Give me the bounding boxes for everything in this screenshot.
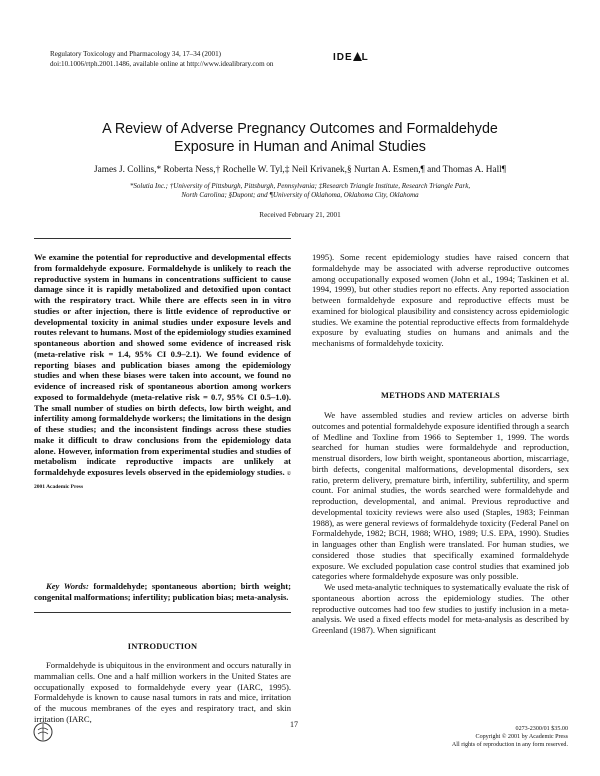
received-date: Received February 21, 2001 bbox=[259, 211, 341, 219]
affiliations-line-2: North Carolina; §Dupont; and ¶University of Oklahoma, Oklahoma City, Oklahoma bbox=[181, 191, 419, 200]
ideal-logo bbox=[333, 52, 369, 66]
abstract-rule-top bbox=[34, 238, 291, 239]
affiliations bbox=[70, 182, 530, 201]
ideal-logo-icon bbox=[353, 52, 362, 61]
logo-mark: L bbox=[361, 52, 369, 63]
abstract bbox=[34, 252, 291, 493]
keywords-text: formaldehyde; spontaneous abortion; birth weight; congenital malformations; infertility; publication bias; meta-analysis. bbox=[34, 581, 291, 602]
page-number: 17 bbox=[290, 720, 298, 729]
methods-paragraph-1: We have assembled studies and review articles on adverse birth outcomes and potential formaldehyde exposure identified through a search of Medline and Toxline from 1966 to September 1, 1999. The words searched for human studies were formaldehyde and reproduction, menstrual disorders, low birth weight, spontaneous abortion, miscarriage, birth defects, congenital malformations, developmental disorders, sex ratio, preterm delivery, premature birth, infertility, subfertility, and sperm count. For animal studies, the words searched were formaldehyde and reproduction, developmental, and animal. Previous reproductive and developmental toxicity reviews were also used (Staples, 1983; Feinman 1988), as were general reviews of formaldehyde toxicity (Federal Panel on Formaldehyde, 1982; BCH, 1988; WHO, 1989; U.S. EPA, 1990). Studies in languages other than English were translated. For human studies, we considered those studies that specifically examined formaldehyde exposure. We excluded population case control studies that examined job categories where formaldehyde exposure was only possible. bbox=[312, 410, 570, 582]
methods-heading: METHODS AND MATERIALS bbox=[381, 391, 500, 400]
abstract-copyright: © 2001 Academic Press bbox=[34, 471, 291, 490]
footer-issn: 0273-2300/01 $35.00 bbox=[515, 726, 568, 732]
footer-copyright: Copyright © 2001 by Academic Press bbox=[475, 734, 568, 740]
journal-citation: Regulatory Toxicology and Pharmacology 34, 17–34 (2001) bbox=[50, 50, 221, 58]
introduction-heading: INTRODUCTION bbox=[127, 642, 198, 651]
keywords bbox=[34, 581, 291, 603]
keywords-label: Key Words: bbox=[46, 581, 89, 591]
methods-paragraph-2: We used meta-analytic techniques to systematically evaluate the risk of spontaneous abortion across the epidemiology studies. The other reproductive outcomes had too few studies to justify inclusion in a meta-analysis. We used a fixed effects model for meta-analysis as described by Greenland (1987). When significant bbox=[312, 582, 569, 635]
article-title bbox=[40, 120, 560, 156]
footer-publisher-info bbox=[452, 725, 568, 749]
authors: James J. Collins,* Roberta Ness,† Rochelle W. Tyl,‡ Neil Krivanek,§ Nurtan A. Esmen,¶ and Thomas A. Hall¶ bbox=[93, 165, 507, 175]
methods-section bbox=[312, 410, 569, 636]
introduction-paragraph: Formaldehyde is ubiquitous in the environment and occurs naturally in mammalian cells. One and a half million workers in the United States are occupationally exposed to formaldehyde every year (IARC, 1995). Formaldehyde is known to cause nasal tumors in rats and mice, irritation of the mucous membranes of the eyes and respiratory tract, and skin irritation (IARC, bbox=[34, 660, 291, 724]
abstract-rule-bottom bbox=[34, 612, 291, 613]
title-line-2: Exposure in Human and Animal Studies bbox=[174, 139, 426, 155]
footer-rights: All rights of reproduction in any form reserved. bbox=[451, 742, 568, 748]
affiliations-line-1: *Solutia Inc.; †University of Pittsburgh, Pittsburgh, Pennsylvania; ‡Research Triangle Institute, Research Triangle Park, bbox=[129, 182, 471, 190]
title-line-1: A Review of Adverse Pregnancy Outcomes and Formaldehyde bbox=[102, 121, 498, 137]
logo-text: IDE bbox=[333, 52, 353, 63]
journal-header bbox=[50, 50, 273, 69]
right-column-intro-continued: 1995). Some recent epidemiology studies have raised concern that formaldehyde may be associated with adverse reproductive outcomes among occupationally exposed women (John et al., 1994; Taskinen et al. 1994, 1999), but other studies report no effects. Any reported association between formaldehyde exposure and reproductive effects must be examined for biological plausibility and consistency across epidemiologic studies. We examine the potential reproductive effects from formaldehyde exposure by evaluating studies on humans and animals and the mechanisms of formaldehyde toxicity. bbox=[312, 252, 569, 348]
publisher-logo-icon bbox=[32, 720, 54, 746]
abstract-text: We examine the potential for reproductive and developmental effects from formaldehyde exposure. Formaldehyde is unlikely to reach the reproductive system in humans in concentrations sufficient to cause damage since it is rapidly metabolized and detoxified upon contact with the respiratory tract. While there are effects seen in in vitro studies or after injection, there is little evidence of reproductive or developmental toxicity in animal studies under exposure levels and routes relevant to humans. Most of the epidemiology studies examined spontaneous abortion and showed some evidence of increased risk (meta-relative risk = 1.4, 95% CI 0.9–2.1). We found evidence of reporting biases and publication biases among the epidemiology studies and when these biases were taken into account, we found no evidence of increased risk of spontaneous abortion among workers exposed to formaldehyde (meta-relative risk = 0.7, 95% CI 0.5–1.0). The small number of studies on birth defects, low birth weight, and infertility among formaldehyde workers; the limitations in the design of these studies; and the inconsistent findings across these studies make it difficult to draw conclusions from the epidemiology data alone. However, information from experimental studies and studies of metabolism indicate reproductive impacts are unlikely at formaldehyde exposures levels observed in the epidemiology studies. bbox=[34, 252, 292, 477]
doi-line: doi:10.1006/rtph.2001.1486, available online at http://www.idealibrary.com on bbox=[50, 59, 274, 68]
